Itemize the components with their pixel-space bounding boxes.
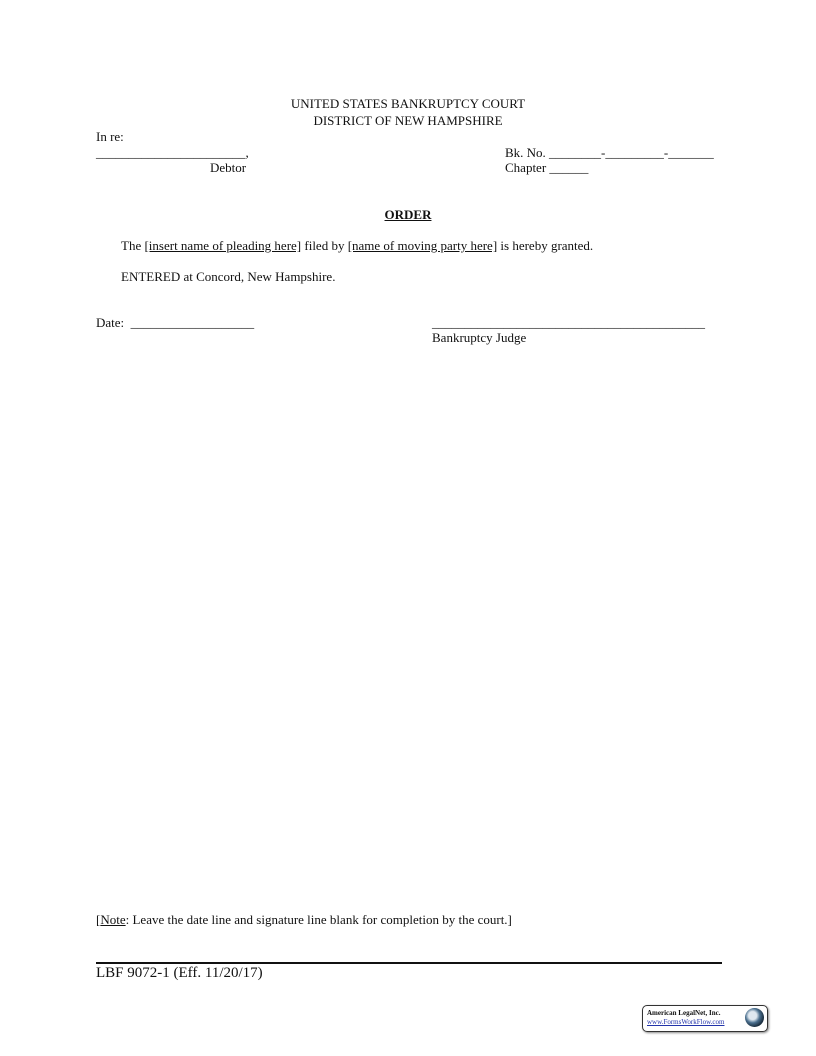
globe-icon bbox=[745, 1008, 764, 1027]
judge-signature-line: __________________________________________ bbox=[432, 315, 705, 330]
text: The bbox=[121, 238, 145, 253]
text: is hereby granted. bbox=[497, 238, 594, 253]
district-name: DISTRICT OF NEW HAMPSHIRE bbox=[313, 113, 503, 128]
form-id: LBF 9072-1 (Eff. 11/20/17) bbox=[96, 965, 263, 981]
date-line: Date: ___________________ bbox=[96, 315, 255, 330]
text: filed by bbox=[301, 238, 348, 253]
logo-url[interactable]: www.FormsWorkFlow.com bbox=[647, 1018, 725, 1026]
text: [ bbox=[96, 912, 101, 927]
moving-party-placeholder: [name of moving party here] bbox=[347, 238, 498, 253]
chapter-field: Chapter ______ bbox=[505, 160, 589, 175]
pleading-placeholder: [insert name of pleading here] bbox=[144, 238, 302, 253]
judge-label: Bankruptcy Judge bbox=[432, 330, 527, 345]
order-title: ORDER bbox=[384, 207, 432, 222]
court-name: UNITED STATES BANKRUPTCY COURT bbox=[290, 96, 526, 111]
americanlegalnet-logo[interactable] bbox=[642, 1005, 768, 1032]
debtor-name-line: _______________________, bbox=[96, 145, 249, 160]
debtor-label: Debtor bbox=[210, 160, 247, 175]
note bbox=[96, 912, 512, 928]
in-re-label: In re: bbox=[96, 129, 124, 144]
logo-company: American LegalNet, Inc. bbox=[647, 1009, 721, 1017]
entered-line: ENTERED at Concord, New Hampshire. bbox=[121, 269, 336, 284]
bk-no-field: Bk. No. ________-_________-_______ bbox=[505, 145, 714, 160]
text: : Leave the date line and signature line blank for completion by the court.] bbox=[125, 912, 512, 927]
order-paragraph bbox=[121, 238, 593, 254]
note-word: Note bbox=[100, 912, 126, 927]
